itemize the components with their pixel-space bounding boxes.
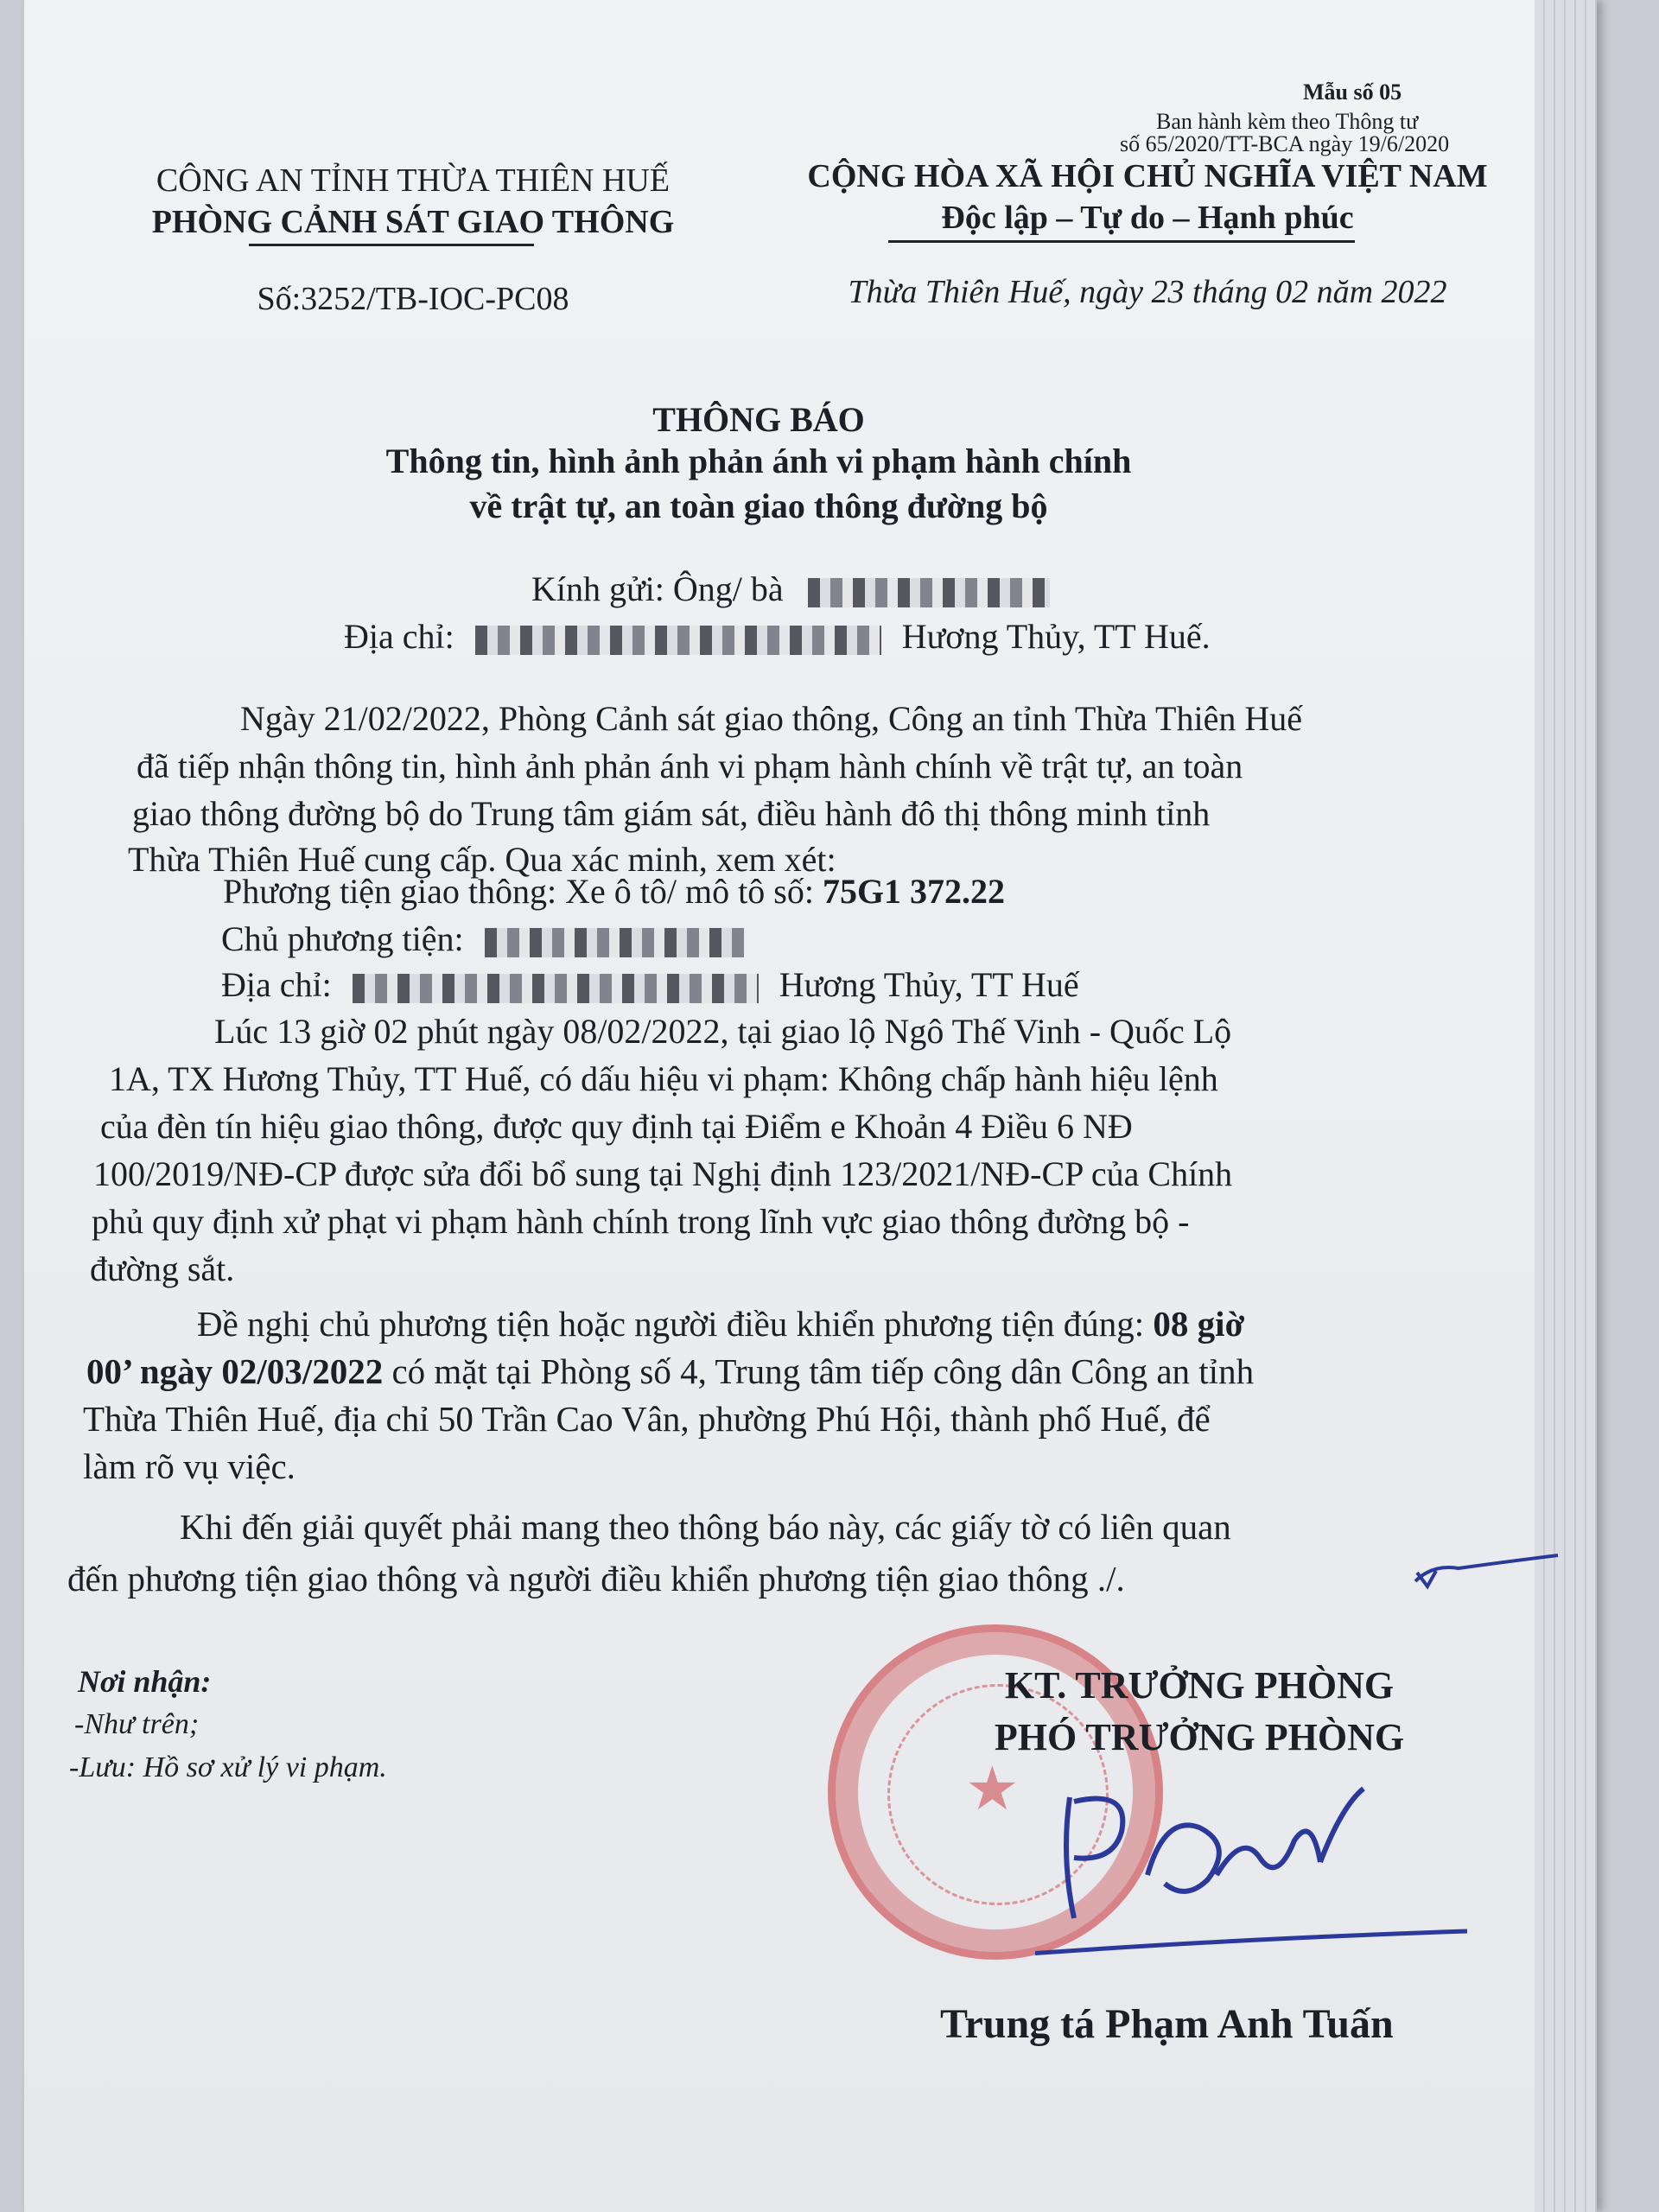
recipients-item1: -Như trên; — [74, 1708, 200, 1740]
stacked-page-edges — [1535, 0, 1597, 2212]
owner-address-tail: Hương Thủy, TT Huế — [779, 965, 1079, 1004]
body-p1-line2: đã tiếp nhận thông tin, hình ảnh phản ánh vi phạm hành chính về trật tự, an toàn — [137, 747, 1243, 785]
redacted-address — [475, 626, 881, 655]
notice-subtitle-line2: về trật tự, an toàn giao thông đường bộ — [469, 486, 1048, 525]
nation-underline — [888, 240, 1355, 243]
handwritten-signature — [1035, 1780, 1484, 1970]
body-p3-line1 — [197, 1300, 1244, 1347]
nation-name: CỘNG HÒA XÃ HỘI CHỦ NGHĨA VIỆT NAM — [807, 158, 1488, 194]
recipients-item2: -Lưu: Hồ sơ xử lý vi phạm. — [69, 1751, 387, 1783]
appointment-time: 08 giờ — [1153, 1304, 1245, 1344]
form-issued-by: Ban hành kèm theo Thông tư — [1156, 109, 1419, 134]
body-p2-line4: 100/2019/NĐ-CP được sửa đổi bổ sung tại Nghị định 123/2021/NĐ-CP của Chính — [93, 1154, 1233, 1193]
notice-subtitle-line1: Thông tin, hình ảnh phản ánh vi phạm hành chính — [385, 442, 1132, 480]
body-p2-line3: của đèn tín hiệu giao thông, được quy định tại Điểm e Khoản 4 Điều 6 NĐ — [100, 1107, 1133, 1146]
redacted-owner — [485, 928, 744, 957]
vehicle-label: Phương tiện giao thông: Xe ô tô/ mô tô số: — [223, 872, 814, 911]
form-circular: số 65/2020/TT-BCA ngày 19/6/2020 — [1120, 131, 1450, 156]
recipients-title: Nơi nhận: — [78, 1664, 212, 1699]
recipient-greeting: Kính gửi: Ông/ bà — [531, 569, 784, 608]
agency-name: CÔNG AN TỈNH THỪA THIÊN HUẾ — [156, 162, 671, 199]
body-p3-line1-text: Đề nghị chủ phương tiện hoặc người điều khiển phương tiện đúng: — [197, 1304, 1145, 1344]
redacted-owner-address — [353, 974, 759, 1003]
recipient-address-tail: Hương Thủy, TT Huế. — [901, 617, 1211, 656]
body-p3-line2-text: có mặt tại Phòng số 4, Trung tâm tiếp công dân Công an tỉnh — [391, 1351, 1255, 1391]
redacted-name — [808, 578, 1050, 607]
appointment-date: 00’ ngày 02/03/2022 — [86, 1351, 384, 1391]
recipient-address-label: Địa chỉ: — [344, 617, 454, 656]
recipient-line — [531, 566, 1050, 613]
body-p2-line1: Lúc 13 giờ 02 phút ngày 08/02/2022, tại giao lộ Ngô Thế Vinh - Quốc Lộ — [214, 1012, 1232, 1051]
ink-tick-mark — [1407, 1547, 1562, 1599]
signer-name: Trung tá Phạm Anh Tuấn — [940, 2001, 1394, 2047]
body-p1-line3: giao thông đường bộ do Trung tâm giám sát, điều hành đô thị thông minh tỉnh — [132, 794, 1211, 833]
agency-department: PHÒNG CẢNH SÁT GIAO THÔNG — [151, 204, 675, 240]
notice-title: THÔNG BÁO — [652, 400, 865, 439]
body-p2-line2: 1A, TX Hương Thủy, TT Huế, có dấu hiệu vi phạm: Không chấp hành hiệu lệnh — [109, 1059, 1218, 1098]
document-number: Số:3252/TB-IOC-PC08 — [257, 281, 569, 317]
signer-title-line1: KT. TRƯỞNG PHÒNG — [1004, 1664, 1395, 1707]
body-p1-line1: Ngày 21/02/2022, Phòng Cảnh sát giao thông, Công an tỉnh Thừa Thiên Huế — [240, 699, 1302, 738]
seal-star-icon: ★ — [965, 1757, 1020, 1823]
body-p4-line1: Khi đến giải quyết phải mang theo thông báo này, các giấy tờ có liên quan — [180, 1507, 1231, 1547]
owner-label: Chủ phương tiện: — [221, 919, 464, 958]
nation-motto: Độc lập – Tự do – Hạnh phúc — [941, 200, 1354, 236]
body-p3-line3: Thừa Thiên Huế, địa chỉ 50 Trần Cao Vân, phường Phú Hội, thành phố Huế, để — [83, 1399, 1211, 1439]
form-number: Mẫu số 05 — [1303, 79, 1402, 105]
place-date: Thừa Thiên Huế, ngày 23 tháng 02 năm 2022 — [848, 274, 1447, 310]
body-p4-line2: đến phương tiện giao thông và người điều khiển phương tiện giao thông ./. — [67, 1559, 1125, 1599]
owner-line — [221, 916, 744, 963]
document-page — [24, 0, 1597, 2212]
owner-address-line — [221, 962, 1079, 1008]
body-p2-line5: phủ quy định xử phạt vi phạm hành chính trong lĩnh vực giao thông đường bộ - — [92, 1202, 1190, 1241]
signer-title-line2: PHÓ TRƯỞNG PHÒNG — [994, 1716, 1405, 1758]
recipient-address-line — [344, 613, 1211, 660]
vehicle-line — [223, 868, 1005, 915]
body-p2-line6: đường sắt. — [90, 1249, 235, 1288]
agency-underline — [249, 244, 534, 246]
body-p3-line4: làm rõ vụ việc. — [83, 1446, 296, 1486]
body-p3-line2 — [86, 1348, 1254, 1395]
license-plate: 75G1 372.22 — [822, 872, 1006, 911]
owner-address-label: Địa chỉ: — [221, 965, 332, 1004]
body-p1-line4: Thừa Thiên Huế cung cấp. Qua xác minh, xem xét: — [128, 840, 836, 879]
